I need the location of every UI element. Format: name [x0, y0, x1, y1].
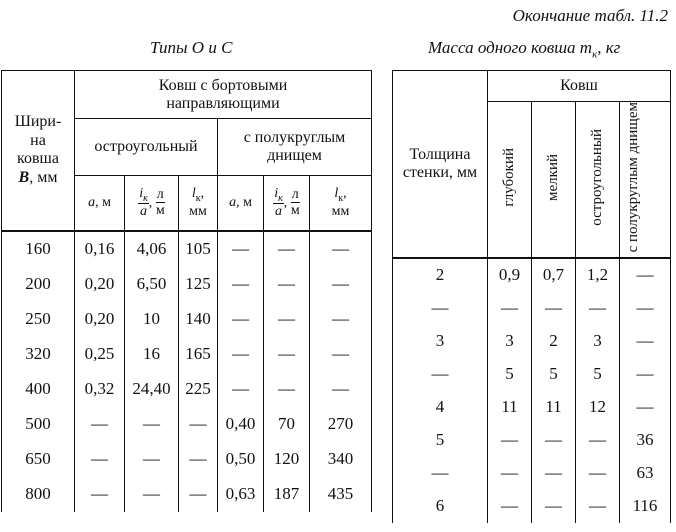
table-cell: 6: [393, 490, 488, 523]
table-cell: —: [532, 490, 576, 523]
table-cell: 200: [2, 267, 75, 302]
table-cell: 5: [488, 358, 532, 391]
table-cell: —: [620, 258, 671, 292]
col-deep: глубокий: [488, 102, 532, 259]
table-cell: 3: [488, 325, 532, 358]
subheader-pointed: остроугольный: [75, 119, 218, 176]
table-row: [2, 337, 372, 372]
table-cell: 24,40: [125, 372, 179, 407]
table-cell: 10: [125, 302, 179, 337]
col-pointed: остроугольный: [576, 102, 620, 259]
table-cell: —: [393, 457, 488, 490]
table-cell: 3: [393, 325, 488, 358]
table-cell: —: [125, 477, 179, 512]
left-table-title: Типы O и C: [150, 38, 233, 57]
group-header: Ковш с бортовыми направляющими: [75, 71, 372, 119]
table-cell: —: [75, 407, 125, 442]
table-row: [2, 302, 372, 337]
table-cell: —: [310, 231, 372, 267]
table-cell: —: [264, 302, 310, 337]
table-cell: —: [218, 267, 264, 302]
table-cell: 125: [179, 267, 218, 302]
table-cell: 5: [393, 424, 488, 457]
table-cell: —: [488, 424, 532, 457]
table-cell: —: [532, 457, 576, 490]
table-cell: 0,20: [75, 302, 125, 337]
table-row: [393, 391, 671, 424]
col-ik-1: $\frac{i_к}{a}$ , $\frac{л}{м}$: [125, 176, 179, 231]
table-row: [2, 231, 372, 267]
col-header-thickness: Толщина стенки, мм: [393, 71, 488, 259]
table-cell: —: [393, 292, 488, 325]
table-cell: —: [75, 477, 125, 512]
width-label: Шири-на ковша: [14, 113, 62, 168]
table-cell: 187: [264, 477, 310, 512]
right-title-text: Масса одного ковша m: [428, 38, 593, 57]
table-cell: —: [488, 457, 532, 490]
table-cell: —: [264, 231, 310, 267]
table-cell: 0,7: [532, 258, 576, 292]
table-cell: 500: [2, 407, 75, 442]
table-cell: —: [620, 325, 671, 358]
table-cell: 120: [264, 442, 310, 477]
table-cell: —: [393, 358, 488, 391]
table-cell: 11: [488, 391, 532, 424]
table-cell: —: [125, 407, 179, 442]
table-cell: —: [125, 442, 179, 477]
table-cell: —: [218, 337, 264, 372]
table-row: [393, 457, 671, 490]
table-cell: 650: [2, 442, 75, 477]
table-cell: —: [75, 442, 125, 477]
table-cell: —: [310, 337, 372, 372]
table-row: [393, 258, 671, 292]
table-cell: —: [488, 292, 532, 325]
table-cell: 270: [310, 407, 372, 442]
table-cell: —: [218, 302, 264, 337]
right-table: [392, 70, 671, 523]
table-cell: —: [218, 372, 264, 407]
width-symbol: B: [18, 168, 30, 186]
table-cell: 400: [2, 372, 75, 407]
right-title-unit: , кг: [597, 38, 621, 57]
table-cell: 70: [264, 407, 310, 442]
table-cell: —: [264, 372, 310, 407]
table-cell: —: [488, 490, 532, 523]
col-header-width: [2, 71, 75, 231]
table-row: [393, 358, 671, 391]
table-cell: 0,40: [218, 407, 264, 442]
table-cell: —: [620, 358, 671, 391]
table-cell: 0,32: [75, 372, 125, 407]
table-cell: 5: [532, 358, 576, 391]
table-row: [393, 490, 671, 523]
table-row: [2, 407, 372, 442]
col-rounded: с полукруглым днищем: [620, 102, 671, 259]
table-cell: —: [620, 292, 671, 325]
table-cell: 225: [179, 372, 218, 407]
table-cell: 4,06: [125, 231, 179, 267]
table-cell: —: [310, 372, 372, 407]
right-group-header: Ковш: [488, 71, 671, 102]
table-cell: 250: [2, 302, 75, 337]
table-cell: 4: [393, 391, 488, 424]
table-cell: —: [576, 490, 620, 523]
table-cell: —: [532, 292, 576, 325]
width-unit: , мм: [29, 168, 58, 186]
table-cell: —: [532, 424, 576, 457]
table-cell: 0,63: [218, 477, 264, 512]
table-row: [2, 442, 372, 477]
table-cell: 116: [620, 490, 671, 523]
table-cell: 11: [532, 391, 576, 424]
table-cell: 0,16: [75, 231, 125, 267]
table-cell: —: [179, 477, 218, 512]
table-cell: 6,50: [125, 267, 179, 302]
table-cell: 1,2: [576, 258, 620, 292]
table-cell: 16: [125, 337, 179, 372]
table-row: [2, 372, 372, 407]
table-row: [2, 477, 372, 512]
subheader-rounded: с полукруглым днищем: [218, 119, 372, 176]
table-cell: 140: [179, 302, 218, 337]
right-title-sub: к: [592, 48, 598, 61]
table-cell: —: [264, 267, 310, 302]
table-cell: —: [264, 337, 310, 372]
table-cell: 5: [576, 358, 620, 391]
table-cell: 0,9: [488, 258, 532, 292]
table-cell: —: [576, 457, 620, 490]
table-cell: 435: [310, 477, 372, 512]
col-lk-1: $l_к$, мм: [179, 176, 218, 231]
table-cell: 105: [179, 231, 218, 267]
table-row: [393, 424, 671, 457]
table-cell: 0,50: [218, 442, 264, 477]
table-cell: —: [310, 267, 372, 302]
table-continuation-caption: Окончание табл. 11.2: [512, 6, 668, 25]
table-cell: 3: [576, 325, 620, 358]
table-cell: —: [218, 231, 264, 267]
right-table-title: [428, 38, 620, 60]
left-table: [1, 70, 372, 512]
col-shallow: мелкий: [532, 102, 576, 259]
col-ik-2: $\frac{i_к}{a}$ , $\frac{л}{м}$: [264, 176, 310, 231]
table-cell: —: [179, 407, 218, 442]
table-cell: 340: [310, 442, 372, 477]
table-cell: 165: [179, 337, 218, 372]
table-cell: 63: [620, 457, 671, 490]
table-cell: 2: [532, 325, 576, 358]
col-a-1: a, м: [75, 176, 125, 231]
table-cell: —: [576, 292, 620, 325]
table-row: [2, 267, 372, 302]
table-cell: 0,25: [75, 337, 125, 372]
table-cell: —: [179, 442, 218, 477]
table-row: [393, 292, 671, 325]
table-cell: 0,20: [75, 267, 125, 302]
col-lk-2: $l_к$, мм: [310, 176, 372, 231]
table-cell: 12: [576, 391, 620, 424]
table-cell: 36: [620, 424, 671, 457]
table-row: [393, 325, 671, 358]
table-cell: 800: [2, 477, 75, 512]
table-cell: 2: [393, 258, 488, 292]
table-cell: —: [576, 424, 620, 457]
table-cell: 320: [2, 337, 75, 372]
table-cell: —: [620, 391, 671, 424]
table-cell: —: [310, 302, 372, 337]
col-a-2: a, м: [218, 176, 264, 231]
table-cell: 160: [2, 231, 75, 267]
